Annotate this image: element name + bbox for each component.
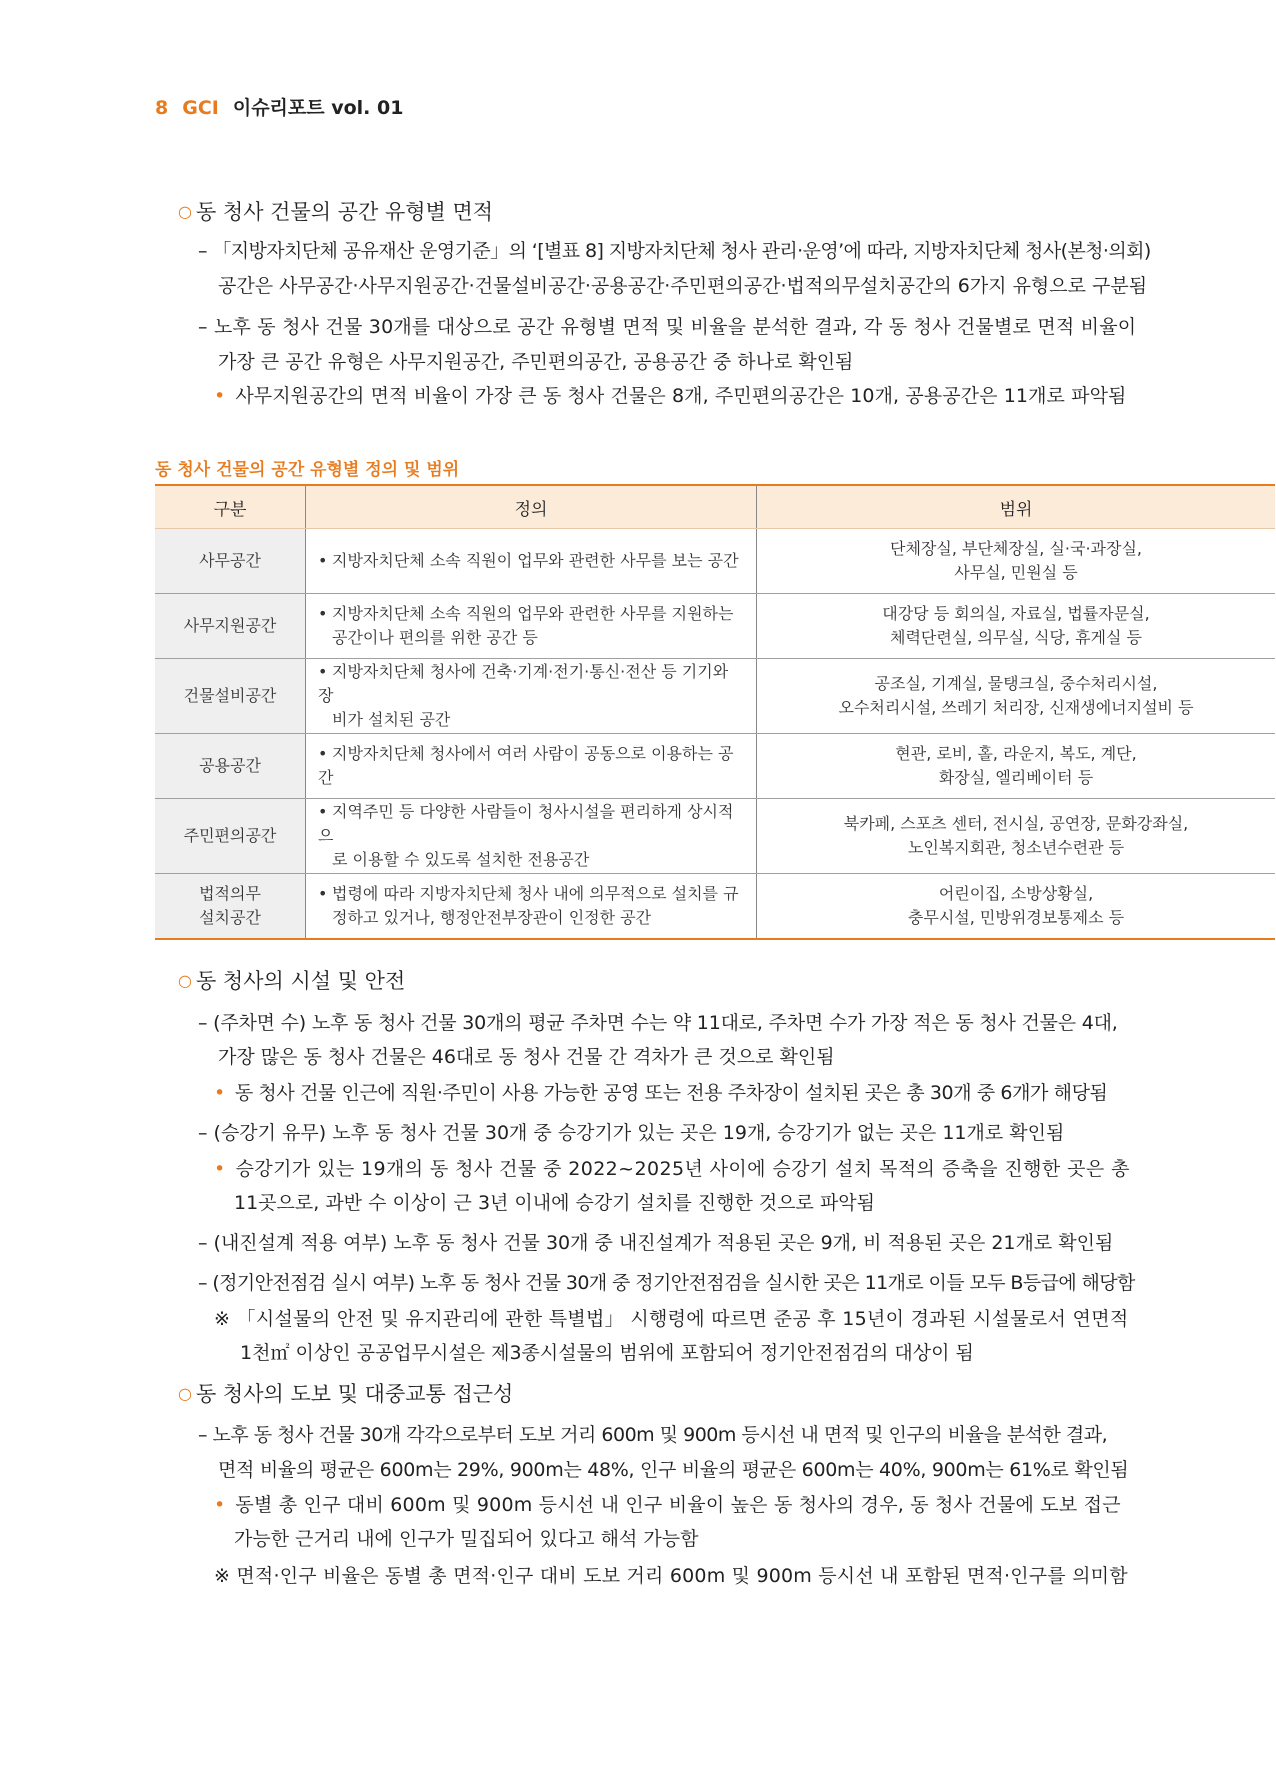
paragraph-line: 면적 비율의 평균은 600m는 29%, 900m는 48%, 인구 비율의 평균은 600m는 40%, 900m는 61%로 확인됨 — [218, 1459, 1129, 1481]
range-line: 체력단련실, 의무실, 식당, 휴게실 등 — [890, 628, 1142, 647]
bullet-text: 승강기가 있는 19개의 동 청사 건물 중 2022~2025년 사이에 승강기 설치 목적의 증축을 진행한 곳은 총 — [235, 1158, 1130, 1180]
col-header-type: 구분 — [155, 485, 306, 529]
range-line: 오수처리시설, 쓰레기 처리장, 신재생에너지설비 등 — [838, 698, 1194, 717]
circle-bullet-icon: ○ — [178, 202, 192, 221]
def-line: 지방자치단체 청사에서 여러 사람이 공동으로 이용하는 공간 — [318, 744, 734, 787]
section-title-text: 동 청사의 시설 및 안전 — [195, 969, 406, 993]
cell-range — [757, 734, 1276, 799]
bullet-dot-icon: • — [318, 551, 328, 570]
def-line: 지방자치단체 소속 직원의 업무와 관련한 사무를 지원하는 — [332, 604, 734, 623]
bullet-dot-icon: • — [318, 802, 328, 821]
table-row — [155, 874, 1275, 940]
type-line: 공용공간 — [199, 756, 261, 775]
def-line: 법령에 따라 지방자치단체 청사 내에 의무적으로 설치를 규 — [332, 884, 739, 903]
def-line: 비가 설치된 공간 — [332, 710, 451, 729]
range-line: 충무시설, 민방위경보통제소 등 — [907, 908, 1125, 927]
bullet-line — [214, 1078, 1108, 1105]
cell-range — [757, 594, 1276, 659]
paragraph-line: – (주차면 수) 노후 동 청사 건물 30개의 평균 주차면 수는 약 11대로, 주차면 수가 가장 적은 동 청사 건물은 4대, — [198, 1012, 1118, 1034]
report-title: 이슈리포트 vol. 01 — [232, 97, 404, 119]
bullet-dot-icon: • — [214, 1082, 225, 1104]
bullet-text: 사무지원공간의 면적 비율이 가장 큰 동 청사 건물은 8개, 주민편의공간은 10개, 공용공간은 11개로 파악됨 — [235, 385, 1127, 407]
cell-range — [757, 799, 1276, 874]
bullet-line — [214, 381, 1127, 408]
def-line: 지방자치단체 청사에 건축·기계·전기·통신·전산 등 기기와 장 — [318, 662, 729, 705]
section-title-facilities — [178, 965, 405, 995]
cell-definition — [306, 529, 757, 594]
cell-range — [757, 529, 1276, 594]
type-line: 건물설비공간 — [183, 686, 277, 705]
bullet-dot-icon: • — [318, 884, 328, 903]
table-row — [155, 799, 1275, 874]
bullet-dot-icon: • — [318, 744, 328, 763]
table-header-row — [155, 485, 1275, 529]
range-line: 노인복지회관, 청소년수련관 등 — [907, 838, 1125, 857]
type-line: 사무공간 — [199, 551, 261, 570]
note-line: 1천㎡ 이상인 공공업무시설은 제3종시설물의 범위에 포함되어 정기안전점검의 대상이 됨 — [240, 1342, 974, 1364]
def-line: 지방자치단체 소속 직원이 업무와 관련한 사무를 보는 공간 — [332, 551, 739, 570]
paragraph-line: – (정기안전점검 실시 여부) 노후 동 청사 건물 30개 중 정기안전점검을 실시한 곳은 11개로 이들 모두 B등급에 해당함 — [198, 1272, 1135, 1294]
table-row — [155, 659, 1275, 734]
range-line: 화장실, 엘리베이터 등 — [938, 768, 1094, 787]
def-line: 로 이용할 수 있도록 설치한 전용공간 — [332, 850, 590, 869]
table-row — [155, 594, 1275, 659]
note-line: ※ 「시설물의 안전 및 유지관리에 관한 특별법」 시행령에 따르면 준공 후 15년이 경과된 시설물로서 연면적 — [214, 1308, 1129, 1330]
type-line: 법적의무 — [199, 884, 261, 903]
cell-type — [155, 734, 306, 799]
circle-bullet-icon: ○ — [178, 1384, 192, 1403]
range-line: 사무실, 민원실 등 — [954, 563, 1078, 582]
col-header-range: 범위 — [757, 485, 1276, 529]
col-header-definition: 정의 — [306, 485, 757, 529]
def-line: 지역주민 등 다양한 사람들이 청사시설을 편리하게 상시적으 — [318, 802, 734, 845]
range-line: 어린이집, 소방상황실, — [938, 884, 1094, 903]
section-title-text: 동 청사의 도보 및 대중교통 접근성 — [195, 1382, 514, 1406]
cell-definition — [306, 659, 757, 734]
cell-range — [757, 659, 1276, 734]
space-type-table — [155, 484, 1275, 940]
range-line: 대강당 등 회의실, 자료실, 법률자문실, — [882, 604, 1150, 623]
paragraph-line: – (내진설계 적용 여부) 노후 동 청사 건물 30개 중 내진설계가 적용된 곳은 9개, 비 적용된 곳은 21개로 확인됨 — [198, 1232, 1114, 1254]
range-line: 북카페, 스포츠 센터, 전시실, 공연장, 문화강좌실, — [843, 814, 1189, 833]
bullet-line — [214, 1154, 1130, 1181]
table-row — [155, 529, 1275, 594]
paragraph-line: 가장 큰 공간 유형은 사무지원공간, 주민편의공간, 공용공간 중 하나로 확인됨 — [218, 351, 854, 373]
bullet-dot-icon: • — [214, 1158, 226, 1180]
range-line: 현관, 로비, 홀, 라운지, 복도, 계단, — [895, 744, 1137, 763]
table-caption: 동 청사 건물의 공간 유형별 정의 및 범위 — [155, 460, 460, 480]
def-line: 정하고 있거나, 행정안전부장관이 인정한 공간 — [332, 908, 652, 927]
cell-type — [155, 529, 306, 594]
bullet-dot-icon: • — [214, 1494, 226, 1516]
page-header — [155, 93, 403, 120]
cell-type — [155, 874, 306, 940]
paragraph-line: 가능한 근거리 내에 인구가 밀집되어 있다고 해석 가능함 — [234, 1528, 699, 1550]
bullet-text: 동별 총 인구 대비 600m 및 900m 등시선 내 인구 비율이 높은 동 청사의 경우, 동 청사 건물에 도보 접근 — [235, 1494, 1121, 1516]
section-title-accessibility — [178, 1378, 513, 1408]
cell-range — [757, 874, 1276, 940]
cell-definition — [306, 799, 757, 874]
range-line: 단체장실, 부단체장실, 실·국·과장실, — [890, 539, 1142, 558]
circle-bullet-icon: ○ — [178, 971, 192, 990]
cell-definition — [306, 734, 757, 799]
brand-label: GCI — [182, 97, 219, 119]
bullet-text: 동 청사 건물 인근에 직원·주민이 사용 가능한 공영 또는 전용 주차장이 설치된 곳은 총 30개 중 6개가 해당됨 — [234, 1082, 1108, 1104]
type-line: 사무지원공간 — [183, 616, 277, 635]
paragraph-line: – 노후 동 청사 건물 30개 각각으로부터 도보 거리 600m 및 900m 등시선 내 면적 및 인구의 비율을 분석한 결과, — [198, 1424, 1108, 1446]
cell-definition — [306, 594, 757, 659]
note-line: ※ 면적·인구 비율은 동별 총 면적·인구 대비 도보 거리 600m 및 900m 등시선 내 포함된 면적·인구를 의미함 — [214, 1565, 1128, 1587]
range-line: 공조실, 기계실, 물탱크실, 중수처리시설, — [874, 674, 1158, 693]
bullet-dot-icon: • — [214, 385, 226, 407]
section-title-text: 동 청사 건물의 공간 유형별 면적 — [195, 200, 494, 224]
paragraph-line: 가장 많은 동 청사 건물은 46대로 동 청사 건물 간 격차가 큰 것으로 확인됨 — [218, 1046, 835, 1068]
bullet-dot-icon: • — [318, 662, 328, 681]
paragraph-line: 11곳으로, 과반 수 이상이 근 3년 이내에 승강기 설치를 진행한 것으로 파악됨 — [234, 1192, 876, 1214]
type-line: 설치공간 — [199, 908, 261, 927]
paragraph-line: – 노후 동 청사 건물 30개를 대상으로 공간 유형별 면적 및 비율을 분석한 결과, 각 동 청사 건물별로 면적 비율이 — [198, 316, 1137, 338]
table-row — [155, 734, 1275, 799]
cell-definition — [306, 874, 757, 940]
bullet-line — [214, 1490, 1121, 1517]
type-line: 주민편의공간 — [183, 826, 277, 845]
paragraph-line: – 「지방자치단체 공유재산 운영기준」의 ‘[별표 8] 지방자치단체 청사 관리·운영’에 따라, 지방자치단체 청사(본청·의회) — [198, 240, 1151, 262]
page-number: 8 — [155, 97, 169, 119]
cell-type — [155, 594, 306, 659]
cell-type — [155, 659, 306, 734]
cell-type — [155, 799, 306, 874]
def-line: 공간이나 편의를 위한 공간 등 — [332, 628, 538, 647]
bullet-dot-icon: • — [318, 604, 328, 623]
paragraph-line: 공간은 사무공간·사무지원공간·건물설비공간·공용공간·주민편의공간·법적의무설치공간의 6가지 유형으로 구분됨 — [218, 275, 1148, 297]
section-title-space-area — [178, 196, 493, 226]
paragraph-line: – (승강기 유무) 노후 동 청사 건물 30개 중 승강기가 있는 곳은 19개, 승강기가 없는 곳은 11개로 확인됨 — [198, 1122, 1065, 1144]
